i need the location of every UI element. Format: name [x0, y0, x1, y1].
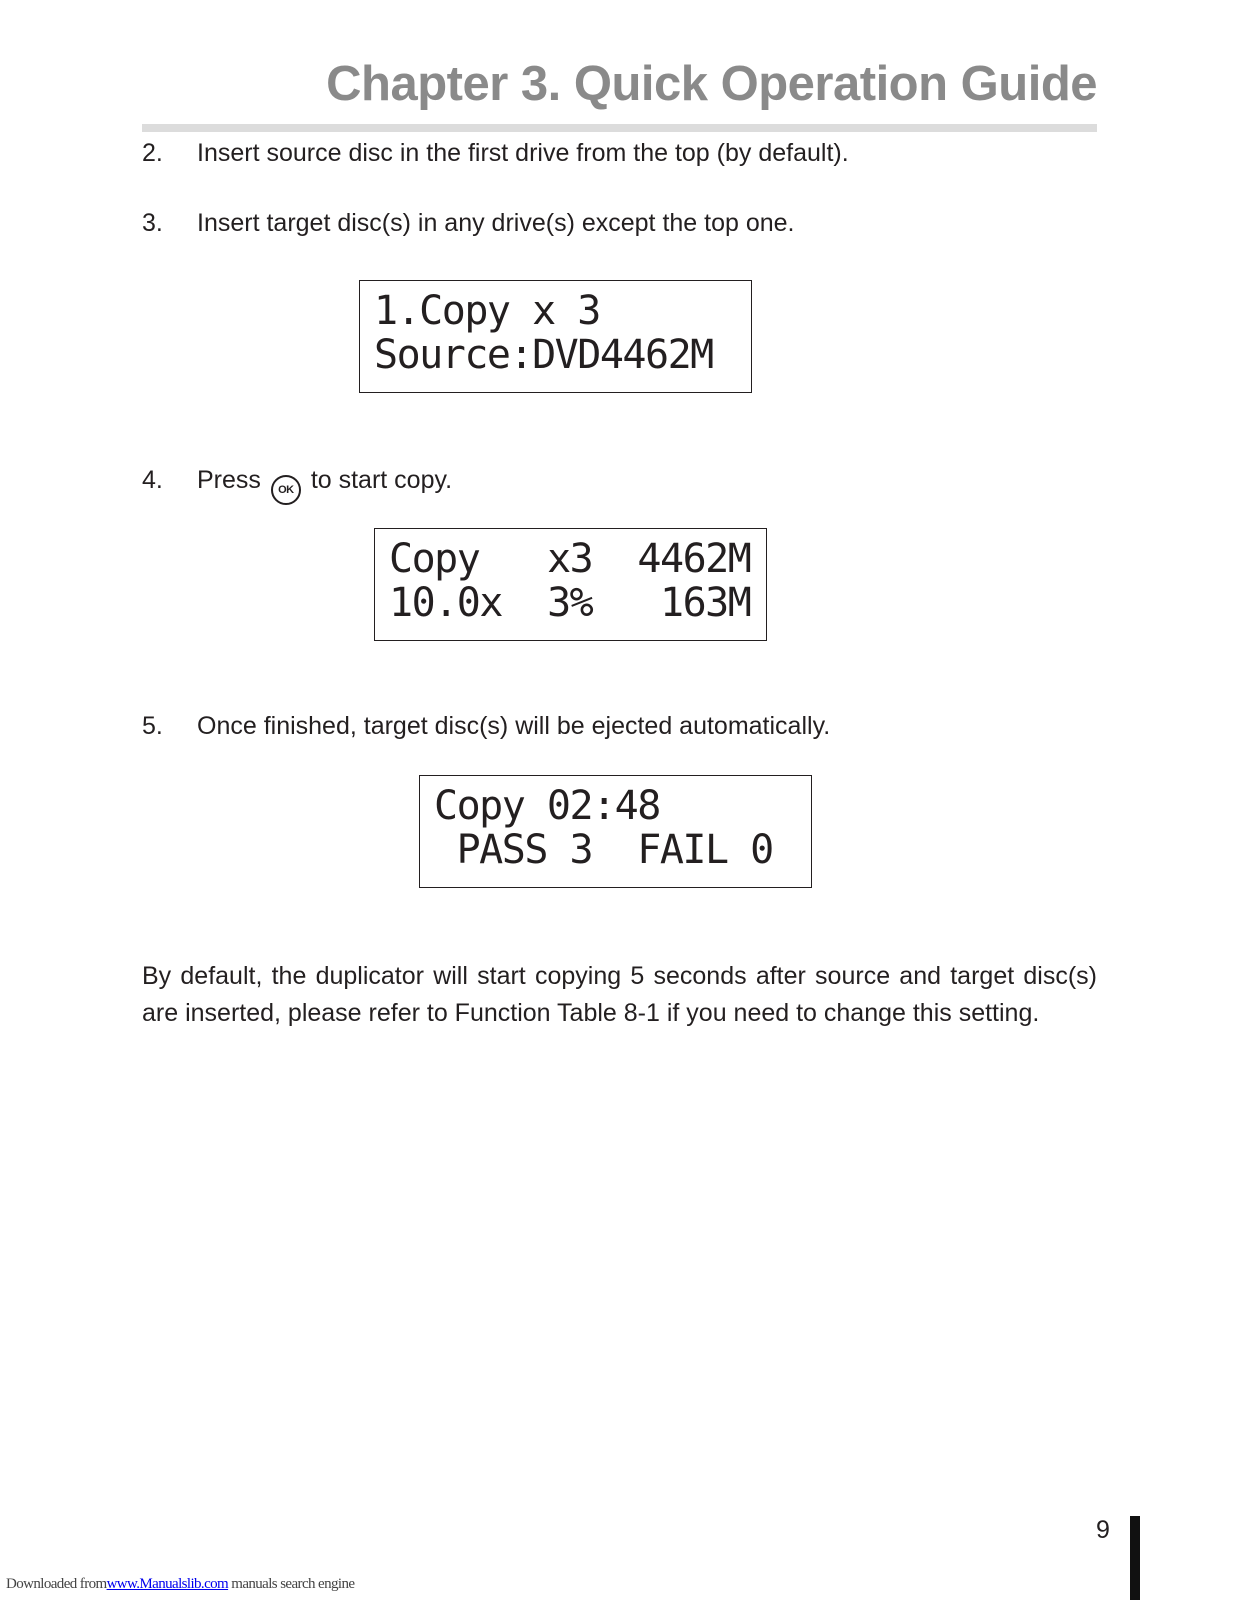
step-number: 5. — [142, 712, 163, 740]
lcd-line-1: Copy x3 4462M — [389, 536, 751, 582]
chapter-title: Chapter 3. Quick Operation Guide — [326, 57, 1097, 111]
lcd-screen-copy-progress — [374, 528, 767, 641]
step-text: Insert source disc in the first drive from the top (by default). — [197, 139, 849, 167]
step-number: 2. — [142, 139, 163, 167]
footer-prefix: Downloaded from — [6, 1576, 107, 1592]
lcd-line-2: Source:DVD4462M — [374, 332, 713, 378]
step-5 — [142, 711, 830, 741]
download-footer — [6, 1576, 354, 1593]
default-copy-note: By default, the duplicator will start copying 5 seconds after source and target disc(s) are inserted, please refer to Function Table 8-1 if you need to change this setting. — [142, 962, 1097, 1027]
lcd-screen-copy-setup — [359, 280, 752, 393]
step-3 — [142, 208, 795, 238]
ok-button-icon: OK — [271, 475, 301, 505]
step-text-before: Press — [197, 466, 261, 494]
step-number: 4. — [142, 466, 163, 494]
step-4 — [142, 465, 452, 505]
page-number: 9 — [1096, 1516, 1110, 1544]
lcd-line-1: Copy 02:48 — [434, 783, 660, 829]
step-2 — [142, 138, 849, 168]
step-text: Insert target disc(s) in any drive(s) except the top one. — [197, 209, 795, 237]
manualslib-link[interactable]: www.Manualslib.com — [106, 1576, 229, 1592]
step-text-after: to start copy. — [310, 466, 453, 494]
lcd-line-2: PASS 3 FAIL 0 — [434, 827, 773, 873]
title-divider — [142, 124, 1097, 132]
footer-suffix: manuals search engine — [228, 1576, 355, 1592]
lcd-line-1: 1.Copy x 3 — [374, 288, 600, 334]
lcd-screen-copy-result — [419, 775, 812, 888]
page-edge-marker — [1130, 1516, 1140, 1600]
step-text: Once finished, target disc(s) will be ejected automatically. — [197, 712, 831, 740]
lcd-line-2: 10.0x 3% 163M — [389, 580, 751, 626]
step-number: 3. — [142, 209, 163, 237]
